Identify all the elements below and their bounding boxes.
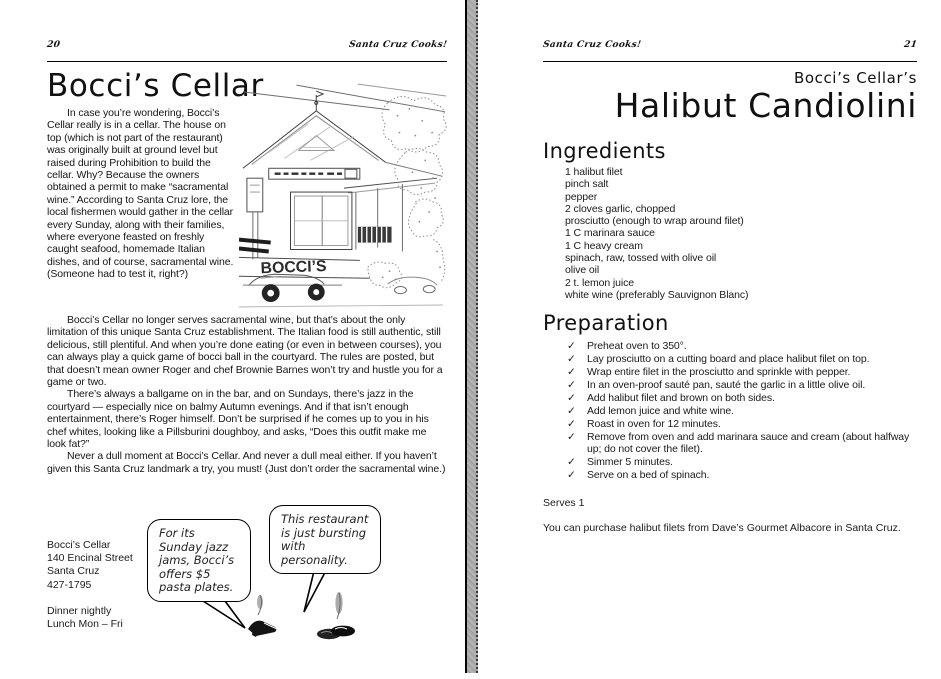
preparation-step (567, 340, 917, 352)
step-text: Add lemon juice and white wine. (587, 404, 734, 417)
ingredient-item: pepper (565, 190, 598, 203)
preparation-step (567, 379, 917, 391)
ingredient-item: white wine (preferably Sauvignon Blanc) (565, 288, 749, 301)
left-page (0, 0, 466, 679)
checkmark-icon: ✓ (567, 366, 576, 379)
contact-line: Bocci’s Cellar (47, 539, 111, 551)
recipe-attribution: Bocci’s Cellar’s (793, 69, 917, 87)
ingredient-item: 2 t. lemon juice (565, 276, 635, 289)
foliage-stipple (382, 108, 441, 280)
body-paragraph: Bocci’s Cellar no longer serves sacramental wine, but that’s about the only limitation of this unique Santa Cruz establishment. The Italian food is still authentic, still delicious, still plentiful. And when you’re done eating (or even in between courses), you can always play a quick game of bocci ball in the courtyard. The rules are posted, but that doesn’t mean owner Roger and chef Brownie Barnes won’t try and hustle you for a game or two. (47, 314, 443, 389)
header-rule-left (47, 61, 447, 62)
ingredients-list (565, 166, 917, 301)
checkmark-icon: ✓ (567, 455, 576, 468)
checkmark-icon: ✓ (567, 391, 576, 404)
step-text: Wrap entire filet in the prosciutto and sprinkle with pepper. (587, 366, 851, 379)
preparation-step (567, 353, 917, 365)
step-text: Simmer 5 minutes. (587, 455, 673, 468)
checkmark-icon: ✓ (567, 353, 576, 366)
running-title-right: Santa Cruz Cooks! (542, 40, 642, 50)
right-running-header (543, 40, 917, 54)
page-gutter-divider (465, 0, 478, 673)
preparation-step (567, 366, 917, 378)
body-paragraph: Never a dull moment at Bocci’s Cellar. And never a dull meal either. If you haven’t given this Santa Cruz landmark a try, you must! (Just don’t order the sacramental wine.) (47, 450, 446, 475)
step-text: Preheat oven to 350°. (587, 340, 687, 353)
ingredients-heading: Ingredients (543, 139, 666, 163)
body-paragraphs (47, 314, 447, 475)
step-text: Lay prosciutto on a cutting board and place halibut filet on top. (587, 353, 870, 366)
chapter-title: Bocci’s Cellar (47, 68, 264, 104)
preparation-step (567, 405, 917, 417)
hours-lines (47, 605, 133, 631)
intro-text-column (47, 107, 237, 314)
header-rule-right (543, 61, 917, 62)
right-page (478, 0, 941, 679)
contact-lines (47, 539, 133, 592)
boccis-building-illustration (239, 81, 447, 314)
speech-bubble-tail (197, 600, 255, 632)
boccis-sign-text: BOCCI’S (260, 257, 327, 278)
ingredient-item: 1 halibut filet (565, 166, 623, 178)
ingredient-item: prosciutto (enough to wrap around filet) (565, 215, 744, 228)
speech-bubble-personality: This restaurant is just bursting with personality. (269, 505, 381, 574)
recipe-title: Halibut Candiolini (614, 86, 917, 125)
building-sketch-svg (239, 81, 447, 314)
checkmark-icon: ✓ (567, 430, 576, 443)
preparation-heading: Preparation (543, 311, 669, 336)
checkmark-icon: ✓ (567, 417, 576, 430)
preparation-step (567, 431, 917, 456)
step-text: In an oven-proof sauté pan, sauté the garlic in a little olive oil. (587, 378, 866, 391)
purchase-note: You can purchase halibut filets from Dave’s Gourmet Albacore in Santa Cruz. (543, 521, 901, 534)
checkmark-icon: ✓ (567, 340, 576, 353)
contact-line: 427-1795 (47, 578, 92, 591)
intro-paragraph: In case you’re wondering, Bocci’s Cellar really is in a cellar. The house on top (which is not part of the restaurant) was originally built at ground level but raised during Prohibition to build the cellar. Why? Because the owners obtained a permit to make “sacramental wine.” According to Santa Cruz lore, the local fishermen would gather in the cellar every Sunday, along with their families, where everyone feasted on freshly caught seafood, homemade Italian dishes, and of course, sacramental wine. (Someone had to test it, right?) (47, 107, 234, 281)
left-page-footer-area (47, 505, 447, 677)
ingredient-item: 1 C heavy cream (565, 239, 643, 252)
page-number-left: 20 (46, 40, 61, 50)
ingredient-item: spinach, raw, tossed with olive oil (565, 252, 717, 265)
checkmark-icon: ✓ (567, 404, 576, 417)
contact-block (47, 539, 133, 631)
serves-line: Serves 1 (543, 496, 585, 509)
step-text: Roast in oven for 12 minutes. (587, 417, 721, 430)
checkmark-icon: ✓ (567, 468, 576, 481)
checkmark-icon: ✓ (567, 378, 576, 391)
ingredient-item: 1 C marinara sauce (565, 227, 655, 240)
running-title-left: Santa Cruz Cooks! (348, 40, 448, 50)
ingredient-item: olive oil (565, 264, 600, 277)
left-running-header (47, 40, 447, 54)
contact-line: 140 Encinal Street (47, 552, 133, 565)
preparation-step (567, 392, 917, 404)
step-text: Remove from oven and add marinara sauce and cream (about halfway up; do not cover the filet). (587, 430, 910, 455)
preparation-step (567, 456, 917, 468)
step-text: Serve on a bed of spinach. (587, 468, 710, 481)
ingredient-item: pinch salt (565, 178, 609, 191)
step-text: Add halibut filet and brown on both sides. (587, 391, 775, 404)
preparation-step (567, 469, 917, 481)
hours-line: Lunch Mon – Fri (47, 618, 123, 631)
ingredient-item: 2 cloves garlic, chopped (565, 202, 676, 215)
contact-line: Santa Cruz (47, 565, 100, 578)
body-paragraph: There’s always a ballgame on in the bar, and on Sundays, there’s jazz in the courtyard — especially nice on balmy Autumn evenings. And if that isn’t enough entertainment, there’s Roger himself. Don’t be surprised if he comes up to you in his chef whites, looking like a Pillsburini doughboy, and asks, “Does this outfit make me look fat?” (47, 388, 429, 451)
hours-line: Dinner nightly (47, 604, 112, 617)
preparation-step (567, 418, 917, 430)
speech-bubble-jazz: For its Sunday jazz jams, Bocci’s offers $5 pasta plates. (147, 519, 251, 602)
preparation-list (567, 340, 917, 481)
page-number-right: 21 (903, 40, 918, 50)
